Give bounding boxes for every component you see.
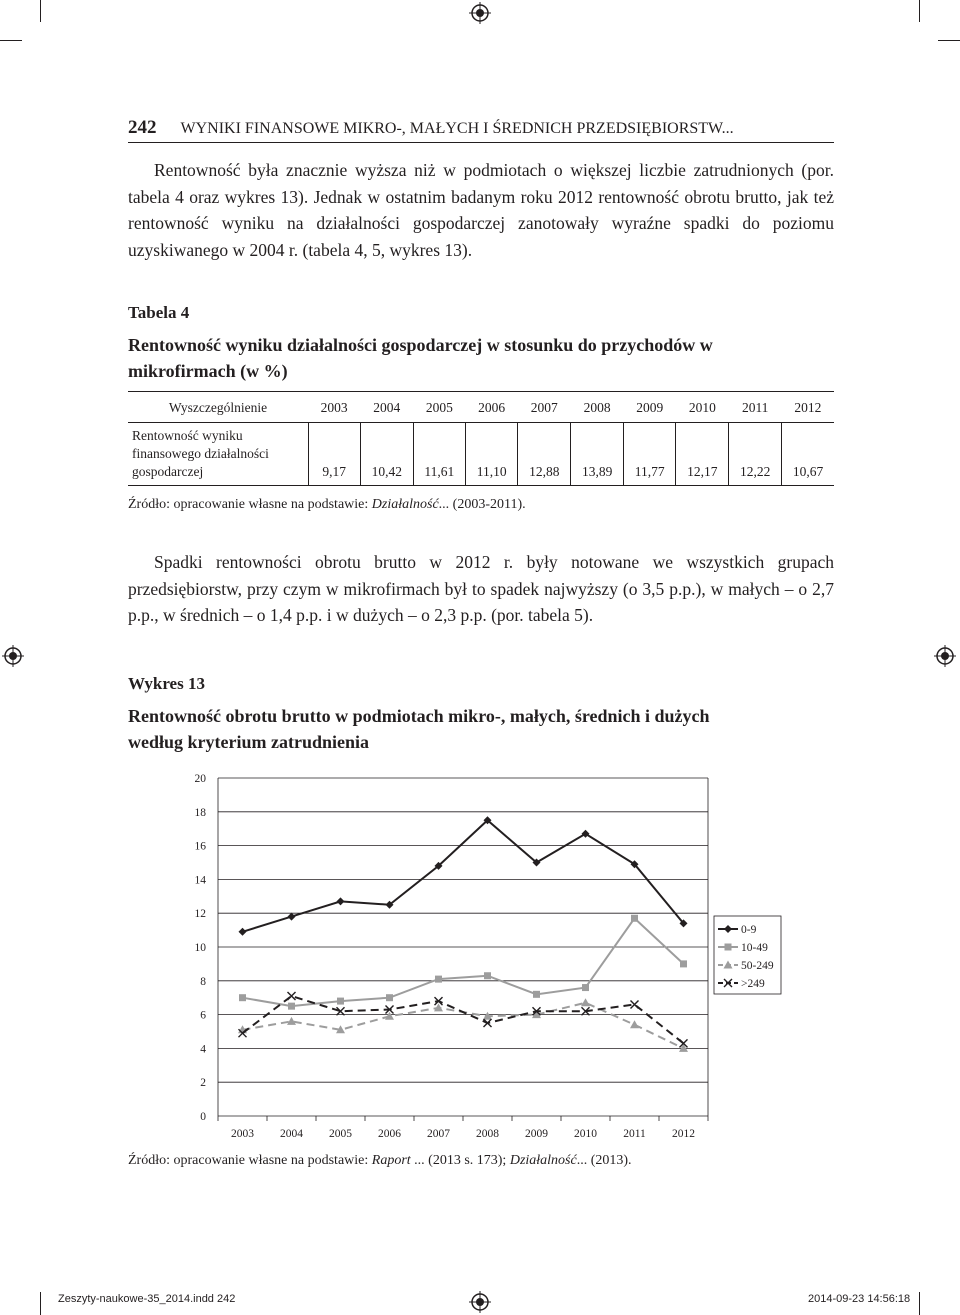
y-tick-label: 2 [200,1077,206,1090]
crop-mark-bottom-left [40,1292,41,1315]
running-title: WYNIKI FINANSOWE MIKRO-, MAŁYCH I ŚREDNICH PRZEDSIĘBIORSTW... [180,120,734,137]
table-header-year: 2004 [360,392,413,423]
table-header-year: 2009 [624,392,676,423]
registration-mark-icon [469,1291,491,1313]
crop-mark-bottom-right [919,1292,920,1315]
table-header-year: 2011 [729,392,782,423]
data-point [239,928,247,936]
source-title: Raport [371,1153,411,1168]
intro-paragraph [128,157,834,264]
x-tick-label: 2009 [525,1128,548,1140]
table-cell: 10,67 [782,423,834,486]
table-header-year: 2003 [308,392,360,423]
line-chart [128,765,834,1145]
table-row [128,423,834,486]
table-row-label [128,423,308,486]
intro-paragraph-text: Rentowność była znacznie wyższa niż w podmiotach o większej liczbie zatrudnionych (por. tabela 4 oraz wykres 13). Jednak w ostatnim badanym roku 2012 rentowność obrotu brutto, jak też rentowność wyniku na działalności gospodarczej zanotowały wyraźne spadki do poziomu uzyskiwanego w 2004 r. (tabela 4, 5, wykres 13). [128,160,834,261]
middle-paragraph-text: Spadki rentowności obrotu brutto w 2012 r. były notowane we wszystkich grupach przedsiębiorstw, przy czym w mikrofirmach był to spadek najwyższy (o 3,5 p.p.), w małych – o 2,7 p.p., w średnich – o 1,4 p.p. i w dużych – o 2,3 p.p. (por. tabela 5). [128,552,834,626]
data-point [337,897,345,905]
y-tick-label: 12 [194,908,206,921]
source-title: Działalność [371,497,439,512]
data-point [435,976,442,983]
table-header-year: 2007 [518,392,571,423]
series-line->249 [243,996,684,1043]
data-point [484,972,491,979]
source-middle: ... (2013 s. 173); [410,1153,510,1168]
x-tick-label: 2012 [672,1128,695,1140]
table-cell: 13,89 [571,423,624,486]
registration-mark-icon [934,645,956,667]
legend-label: 10-49 [741,942,768,954]
data-point [680,960,687,967]
data-point [533,991,540,998]
x-tick-label: 2007 [427,1128,450,1140]
x-tick-label: 2005 [329,1128,352,1140]
data-point [630,1020,639,1028]
figure-title: Rentowność obrotu brutto w podmiotach mikro-, małych, średnich i dużych według kryterium zatrudnienia [128,706,710,752]
legend-label: 0-9 [741,924,757,936]
data-point [337,998,344,1005]
footer-timestamp: 2014-09-23 14:56:18 [808,1293,911,1305]
figure-label: Wykres 13 [128,674,205,693]
legend-marker [725,944,732,951]
source-suffix: ... (2013). [576,1153,632,1168]
y-tick-label: 14 [194,874,206,887]
table-cell: 12,17 [676,423,729,486]
registration-mark-icon [2,645,24,667]
x-tick-label: 2006 [378,1128,401,1140]
table-cell: 10,42 [360,423,413,486]
table-cell: 11,77 [624,423,676,486]
x-tick-label: 2003 [231,1128,254,1140]
table-source-note [128,497,526,513]
y-tick-label: 0 [200,1111,206,1123]
table-cell: 11,10 [466,423,518,486]
y-tick-label: 6 [200,1009,206,1022]
data-point [386,994,393,1001]
table-cell: 12,88 [518,423,571,486]
legend-label: >249 [741,978,765,990]
table-header-year: 2010 [676,392,729,423]
series-line-0-9 [243,820,684,932]
y-tick-label: 18 [194,806,206,819]
x-tick-label: 2008 [476,1128,499,1140]
data-point [288,913,296,921]
y-tick-label: 16 [194,840,206,853]
middle-paragraph [128,549,834,629]
data-point [582,984,589,991]
row-label-line: Rentowność wyniku [132,428,243,443]
crop-mark-top-left-h [0,40,22,41]
legend-label: 50-249 [741,960,774,972]
table-header-row [128,392,834,423]
running-header [128,117,734,139]
table-header-year: 2005 [413,392,465,423]
data-point [287,1017,296,1025]
data-point [631,915,638,922]
table-label: Tabela 4 [128,303,190,322]
table-cell: 12,22 [729,423,782,486]
y-tick-label: 10 [194,942,206,954]
footer-file: Zeszyty-naukowe-35_2014.indd 242 [58,1293,236,1305]
data-point [581,998,590,1006]
crop-mark-top-right [919,0,920,22]
table-title: Rentowność wyniku działalności gospodarczej w stosunku do przychodów w mikrofirmach (w %) [128,335,713,381]
data-point [239,994,246,1001]
source-prefix: Źródło: opracowanie własne na podstawie: [128,497,372,512]
data-point [288,1003,295,1010]
registration-mark-icon [469,2,491,24]
x-tick-label: 2004 [280,1128,303,1140]
x-tick-label: 2010 [574,1128,597,1140]
table-header-year: 2008 [571,392,624,423]
table-cell: 11,61 [413,423,465,486]
row-label-line: gospodarczej [132,464,204,479]
table-header-year: 2012 [782,392,834,423]
source-prefix: Źródło: opracowanie własne na podstawie: [128,1153,372,1168]
source-title: Działalność [509,1153,577,1168]
profitability-table [128,391,834,486]
y-tick-label: 8 [200,975,206,988]
page-number: 242 [128,117,157,138]
crop-mark-top-right-h [938,40,960,41]
table-header-year: 2006 [466,392,518,423]
table-header-cell: Wyszczególnienie [128,392,308,423]
crop-mark-top-left [40,0,41,22]
y-tick-label: 20 [194,773,206,785]
header-rule [128,142,834,143]
series-line-10-49 [243,918,684,1006]
table-cell: 9,17 [308,423,360,486]
figure-source-note [128,1153,632,1169]
source-suffix: ... (2003-2011). [438,497,526,512]
row-label-line: finansowego działalności [132,446,269,461]
data-point [679,1044,688,1052]
series-line-50-249 [243,1003,684,1049]
x-tick-label: 2011 [623,1128,646,1140]
y-tick-label: 4 [200,1043,206,1056]
